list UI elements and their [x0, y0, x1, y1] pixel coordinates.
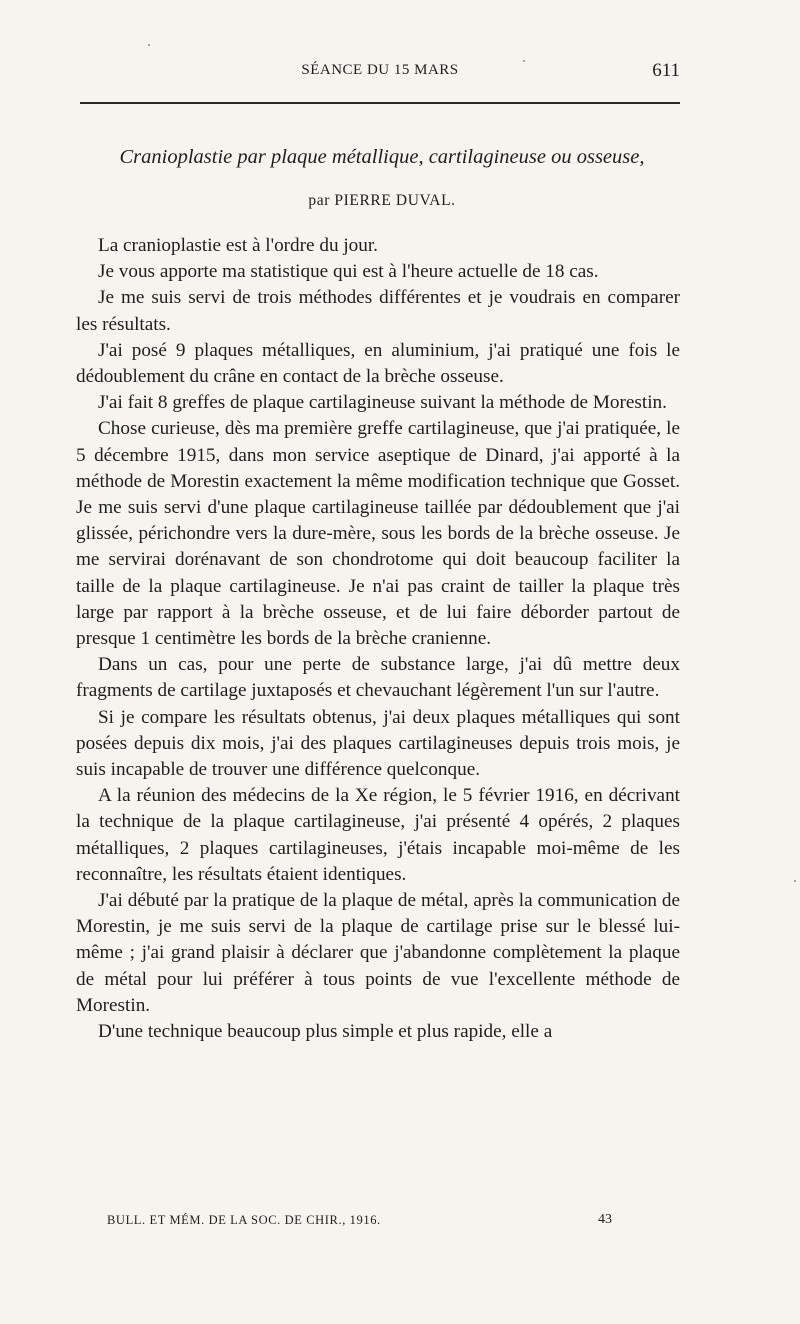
paragraph: Chose curieuse, dès ma première greffe cartilagineuse, que j'ai pratiquée, le 5 décembre 1915, dans mon service aseptique de Dinard, j'ai apporté à la méthode de Morestin exactement la même modification technique que Gosset. Je me suis servi d'une plaque cartilagineuse taillée par dédoublement que j'ai glissée, périchondre vers la dure-mère, sous les bords de la brèche osseuse. Je me servirai dorénavant de son chondrotome qui doit beaucoup faciliter la taille de la plaque cartilagineuse. Je n'ai pas craint de tailler la plaque très large par rapport à la brèche osseuse, et de lui faire déborder partout de presque 1 centimètre les bords de la brèche cranienne.: [76, 418, 680, 650]
running-head: [80, 62, 680, 86]
paragraph: J'ai fait 8 greffes de plaque cartilagineuse suivant la méthode de Morestin.: [98, 392, 667, 414]
article-byline: par PIERRE DUVAL.: [308, 192, 456, 209]
footer-journal-citation: BULL. ET MÉM. DE LA SOC. DE CHIR., 1916.: [107, 1213, 381, 1227]
paper-speck: [148, 44, 150, 46]
paper-speck: [794, 880, 796, 882]
paragraph: J'ai posé 9 plaques métalliques, en aluminium, j'ai pratiqué une fois le dédoublement du crâne en contact de la brèche osseuse.: [76, 339, 680, 388]
paragraph: Je me suis servi de trois méthodes différentes et je voudrais en comparer les résultats.: [76, 287, 680, 335]
paragraph: J'ai débuté par la pratique de la plaque de métal, après la communication de Morestin, je me suis servi de la plaque de cartilage prise sur le blessé lui-même ; j'ai grand plaisir à déclarer que j'abandonne complètement la plaque de métal pour lui préférer à tous points de vue l'excellente méthode de Morestin.: [76, 890, 680, 1016]
running-head-title: SÉANCE DU 15 MARS: [301, 62, 459, 78]
paragraph: La cranioplastie est à l'ordre du jour.: [98, 235, 378, 256]
paragraph: Dans un cas, pour une perte de substance large, j'ai dû mettre deux fragments de cartilage juxtaposés et chevauchant légèrement l'un sur l'autre.: [76, 654, 680, 702]
paragraph: Si je compare les résultats obtenus, j'ai deux plaques métalliques qui sont posées depuis dix mois, j'ai des plaques cartilagineuses depuis trois mois, je suis incapable de trouver une différence quelconque.: [76, 706, 680, 781]
paragraph: Je vous apporte ma statistique qui est à l'heure actuelle de 18 cas.: [98, 261, 599, 283]
article-title: Cranioplastie par plaque métallique, cartilagineuse ou osseuse,: [119, 146, 645, 168]
article-body: [76, 233, 680, 1045]
paragraph: D'une technique beaucoup plus simple et plus rapide, elle a: [98, 1021, 553, 1043]
paragraph: A la réunion des médecins de la Xe région, le 5 février 1916, en décrivant la technique de la plaque cartilagineuse, j'ai présenté 4 opérés, 2 plaques métalliques, 2 plaques cartilagineuses, j'étais incapable moi-même de les reconnaître, les résultats étaient identiques.: [76, 785, 680, 885]
page-number: 611: [652, 60, 680, 81]
header-rule: [80, 102, 680, 104]
footer-signature-mark: 43: [598, 1212, 612, 1227]
